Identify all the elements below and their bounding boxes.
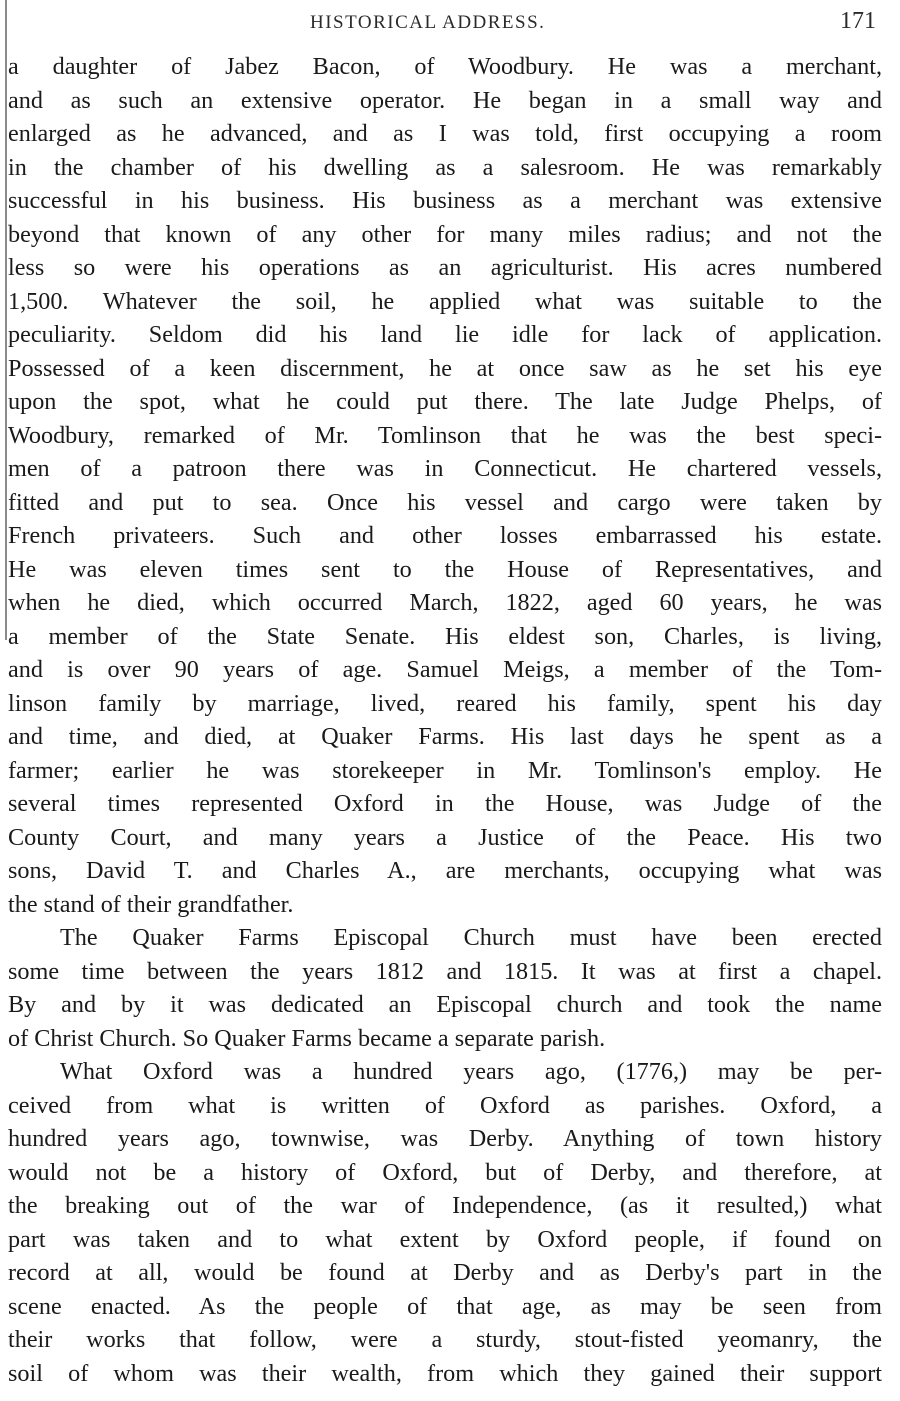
text-line: a daughter of Jabez Bacon, of Woodbury. He was a merchant, <box>8 53 882 80</box>
running-head: HISTORICAL ADDRESS. <box>310 12 546 33</box>
text-line: would not be a history of Oxford, but of Derby, and therefore, at <box>8 1158 882 1186</box>
text-line: several times represented Oxford in the House, was Judge of the <box>8 790 882 817</box>
paragraph-end-line: the stand of their grandfather. <box>8 890 294 918</box>
text-line: when he died, which occurred March, 1822, aged 60 years, he was <box>8 589 882 616</box>
text-line: and time, and died, at Quaker Farms. His last days he spent as a <box>8 723 882 750</box>
text-line: Woodbury, remarked of Mr. Tomlinson that he was the best speci- <box>8 421 882 449</box>
paragraph-start-line: The Quaker Farms Episcopal Church must have been erected <box>60 924 882 951</box>
text-line: in the chamber of his dwelling as a salesroom. He was remarkably <box>8 153 882 181</box>
text-line: part was taken and to what extent by Oxford people, if found on <box>8 1225 882 1253</box>
text-line: 1,500. Whatever the soil, he applied what was suitable to the <box>8 287 882 315</box>
text-line: some time between the years 1812 and 1815. It was at first a chapel. <box>8 957 882 985</box>
text-line: less so were his operations as an agriculturist. His acres numbered <box>8 254 882 281</box>
text-line: linson family by marriage, lived, reared his family, spent his day <box>8 689 882 717</box>
page-edge-rule <box>5 0 7 640</box>
text-line: and as such an extensive operator. He began in a small way and <box>8 86 882 114</box>
text-line: men of a patroon there was in Connecticut. He chartered vessels, <box>8 455 882 482</box>
text-line: farmer; earlier he was storekeeper in Mr. Tomlinson's employ. He <box>8 756 882 784</box>
text-line: Possessed of a keen discernment, he at once saw as he set his eye <box>8 354 882 382</box>
page-number: 171 <box>840 8 876 34</box>
text-line: soil of whom was their wealth, from which they gained their support <box>8 1359 882 1387</box>
text-line: peculiarity. Seldom did his land lie idle for lack of application. <box>8 321 882 348</box>
text-line: French privateers. Such and other losses embarrassed his estate. <box>8 522 882 549</box>
text-line: upon the spot, what he could put there. The late Judge Phelps, of <box>8 388 882 415</box>
text-line: enlarged as he advanced, and as I was told, first occupying a room <box>8 120 882 147</box>
text-line: the breaking out of the war of Independence, (as it resulted,) what <box>8 1192 882 1219</box>
text-line: their works that follow, were a sturdy, stout-fisted yeomanry, the <box>8 1326 882 1353</box>
text-line: sons, David T. and Charles A., are merchants, occupying what was <box>8 857 882 884</box>
text-line: County Court, and many years a Justice of the Peace. His two <box>8 823 882 851</box>
text-line: ceived from what is written of Oxford as parishes. Oxford, a <box>8 1091 882 1119</box>
paragraph-start-line: What Oxford was a hundred years ago, (1776,) may be per- <box>60 1058 882 1085</box>
page-header <box>10 6 880 40</box>
text-line: and is over 90 years of age. Samuel Meigs, a member of the Tom- <box>8 656 882 683</box>
body-text <box>8 50 882 1390</box>
text-line: He was eleven times sent to the House of Representatives, and <box>8 555 882 583</box>
text-line: hundred years ago, townwise, was Derby. Anything of town history <box>8 1125 882 1152</box>
text-line: successful in his business. His business as a merchant was extensive <box>8 187 882 214</box>
text-line: scene enacted. As the people of that age, as may be seen from <box>8 1292 882 1320</box>
text-line: By and by it was dedicated an Episcopal church and took the name <box>8 991 882 1018</box>
text-line: a member of the State Senate. His eldest son, Charles, is living, <box>8 622 882 650</box>
text-line: record at all, would be found at Derby and as Derby's part in the <box>8 1259 882 1286</box>
text-line: fitted and put to sea. Once his vessel and cargo were taken by <box>8 488 882 516</box>
text-line: beyond that known of any other for many miles radius; and not the <box>8 220 882 248</box>
paragraph-end-line: of Christ Church. So Quaker Farms became a separate parish. <box>8 1024 606 1052</box>
